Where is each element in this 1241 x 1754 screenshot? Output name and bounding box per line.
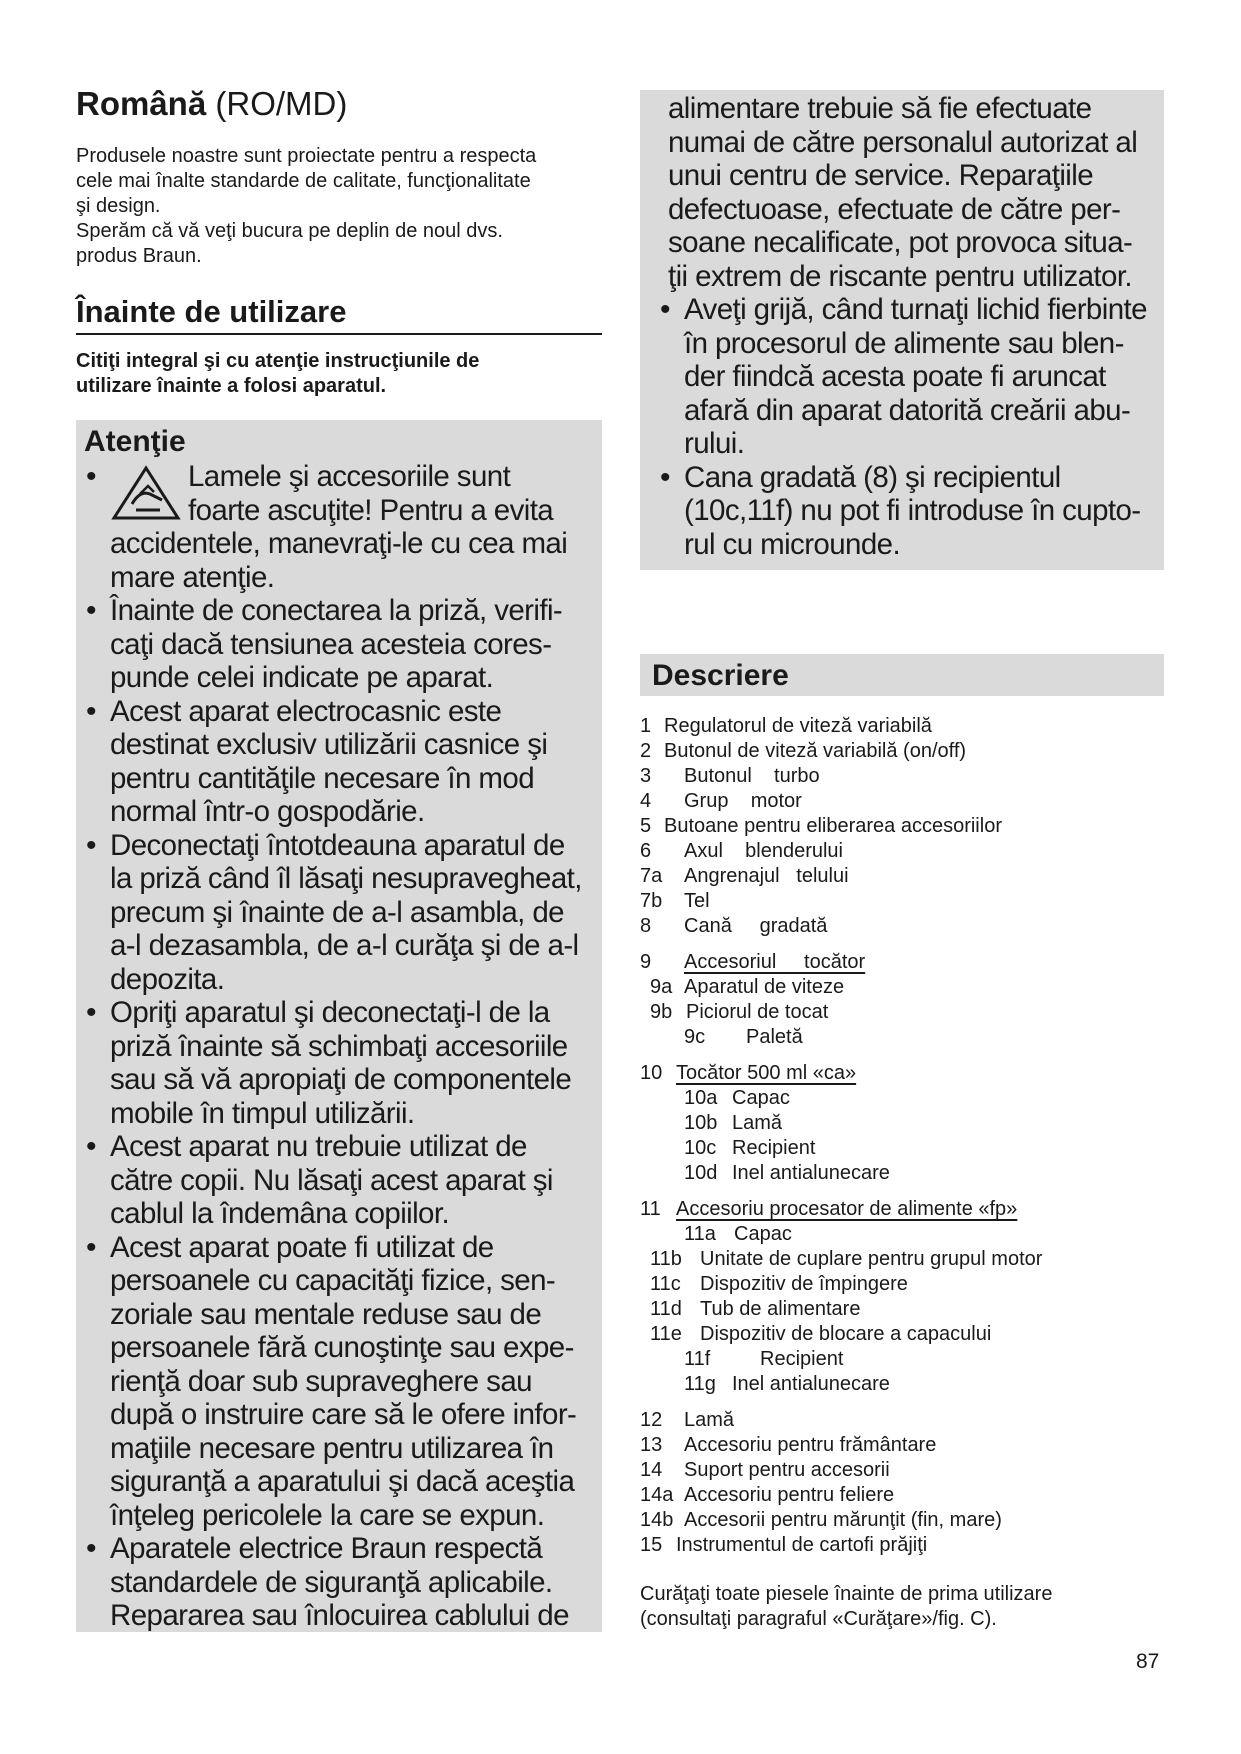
closing-line: (consultaţi paragraful «Curăţare»/fig. C). <box>640 1608 997 1630</box>
part-label: Butonul turbo <box>684 765 820 787</box>
language-title <box>76 84 602 124</box>
item-line: la priză când îl lăsaţi nesupravegheat, <box>110 862 582 895</box>
part-number: 9a <box>650 976 673 998</box>
item-line: • Deconectaţi întotdeauna aparatul de <box>110 828 565 862</box>
part-label: Tub de alimentare <box>700 1298 861 1320</box>
item-line: mobile în timpul utilizării. <box>110 1096 415 1130</box>
intro-line: Produsele noastre sunt proiectate pentru a respecta <box>76 145 537 167</box>
warning-item <box>84 695 596 829</box>
paragraph-line: ţii extrem de riscante pentru utilizator. <box>668 259 1133 293</box>
blade-warning-icon <box>110 464 182 522</box>
page-number: 87 <box>1136 1650 1160 1673</box>
item-line: • Acest aparat electrocasnic este <box>110 694 502 728</box>
part-label: Butonul de viteză variabilă (on/off) <box>664 740 967 762</box>
parts-list-item <box>640 839 1160 864</box>
item-line: siguranţă a aparatului şi dacă aceştia <box>110 1465 575 1498</box>
parts-list-item <box>640 1533 1160 1558</box>
parts-list-item <box>640 975 1160 1000</box>
warning-box <box>76 420 602 1632</box>
parts-list-item <box>640 1347 1160 1372</box>
part-label: Capac <box>734 1223 792 1245</box>
parts-list-item <box>640 1061 1160 1086</box>
part-number: 14 <box>640 1459 663 1481</box>
intro-line: Sperăm că vă veţi bucura pe deplin de noul dvs. <box>76 220 503 242</box>
item-line: • Înainte de conectarea la priză, verifi- <box>110 594 563 627</box>
closing-line: Curăţaţi toate piesele înainte de prima utilizare <box>640 1583 1053 1605</box>
parts-list-item <box>640 764 1160 789</box>
paragraph-line: alimentare trebuie să fie efectuate <box>668 92 1092 125</box>
item-line: în procesorul de alimente sau blen- <box>684 326 1124 360</box>
part-number: 11c <box>650 1273 681 1295</box>
parts-list-item <box>640 1222 1160 1247</box>
part-label: Instrumentul de cartofi prăjiţi <box>676 1534 928 1556</box>
item-line: precum şi înainte de a-l asambla, de <box>110 895 564 929</box>
part-label: Unitate de cuplare pentru grupul motor <box>700 1248 1043 1270</box>
part-label: Cană gradată <box>684 915 828 937</box>
part-label: Accesoriu procesator de alimente «fp» <box>676 1198 1018 1220</box>
read-instructions-note <box>76 349 602 399</box>
item-line: • Lamele şi accesoriile sunt <box>188 460 511 493</box>
part-label: Paletă <box>746 1026 803 1048</box>
intro-line: cele mai înalte standarde de calitate, funcţionalitate <box>76 170 531 192</box>
item-line: a-l dezasambla, de a-l curăţa şi de a-l <box>110 929 579 962</box>
item-line: normal într-o gospodărie. <box>110 795 425 828</box>
item-line: rul cu microunde. <box>684 527 901 561</box>
item-line: (10c,11f) nu pot fi introduse în cupto- <box>684 494 1141 527</box>
item-line: sau să vă apropiaţi de componentele <box>110 1063 572 1096</box>
parts-list-item <box>640 1272 1160 1297</box>
part-label: Axul blenderului <box>684 840 843 862</box>
description-heading: Descriere <box>640 654 1164 696</box>
part-number: 10 <box>640 1062 663 1084</box>
part-label: Dispozitiv de împingere <box>700 1273 908 1295</box>
parts-list-item <box>640 789 1160 814</box>
parts-list-item <box>640 889 1160 914</box>
item-line: • Acest aparat poate fi utilizat de <box>110 1230 494 1264</box>
part-label: Lamă <box>732 1112 783 1134</box>
part-label: Lamă <box>684 1409 735 1431</box>
parts-list-item <box>640 1322 1160 1347</box>
warning-item <box>84 996 596 1130</box>
part-number: 7a <box>640 865 663 887</box>
part-number: 10b <box>684 1112 718 1134</box>
part-number: 11d <box>650 1298 682 1320</box>
left-column <box>76 84 602 399</box>
part-number: 8 <box>640 915 652 937</box>
item-line: afară din aparat datorită creării abu- <box>684 393 1131 427</box>
part-number: 4 <box>640 790 652 812</box>
warning-item <box>658 293 1156 461</box>
part-label: Dispozitiv de blocare a capacului <box>700 1323 992 1345</box>
item-line: persoanele fără cunoştinţe sau expe- <box>110 1331 574 1364</box>
part-label: Inel antialunecare <box>732 1162 890 1184</box>
part-label: Accesorii pentru mărunţit (fin, mare) <box>684 1509 1002 1531</box>
item-line: rului. <box>684 427 745 460</box>
item-line: foarte ascuţite! Pentru a evita <box>188 493 554 527</box>
part-label: Piciorul de tocat <box>686 1001 829 1023</box>
part-number: 10a <box>684 1087 718 1109</box>
part-number: 10c <box>684 1137 717 1159</box>
item-line: înţeleg pericolele la care se expun. <box>110 1498 545 1532</box>
part-number: 11a <box>684 1223 716 1245</box>
part-number: 1 <box>640 715 652 737</box>
parts-list <box>640 714 1160 1558</box>
warning-item <box>658 461 1156 562</box>
part-number: 10d <box>684 1162 718 1184</box>
part-number: 11e <box>650 1323 682 1345</box>
parts-list-item <box>640 864 1160 889</box>
part-number: 13 <box>640 1434 663 1456</box>
part-label: Angrenajul telului <box>684 865 849 887</box>
note-line: Citiţi integral şi cu atenţie instrucţiunile de <box>76 350 480 372</box>
part-label: Recipient <box>732 1137 816 1159</box>
before-use-heading: Înainte de utilizare <box>76 293 602 335</box>
parts-list-item <box>640 814 1160 839</box>
item-line: către copii. Nu lăsaţi acest aparat şi <box>110 1163 553 1197</box>
part-number: 12 <box>640 1409 663 1431</box>
item-line: • Aveţi grijă, când turnaţi lichid fierbinte <box>684 293 1147 326</box>
language-code: (RO/MD) <box>206 85 348 122</box>
parts-list-item <box>640 739 1160 764</box>
warning-item <box>84 1532 596 1633</box>
part-number: 11f <box>684 1348 711 1370</box>
part-number: 11b <box>650 1248 682 1270</box>
parts-list-item <box>640 950 1160 975</box>
warning-item <box>84 594 596 695</box>
part-label: Regulatorul de viteză variabilă <box>664 715 932 737</box>
part-number: 7b <box>640 890 663 912</box>
warning-item <box>84 829 596 997</box>
part-number: 15 <box>640 1534 663 1556</box>
warning-item <box>84 1130 596 1231</box>
parts-list-item <box>640 1161 1160 1186</box>
intro-line: produs Braun. <box>76 245 202 267</box>
warning-item <box>84 1231 596 1533</box>
item-line: pentru cantităţile necesare în mod <box>110 761 535 795</box>
item-line: Repararea sau înlocuirea cablului de <box>110 1599 569 1632</box>
part-label: Accesoriu pentru feliere <box>684 1484 895 1506</box>
item-line: zoriale sau mentale reduse sau de <box>110 1297 542 1331</box>
item-line: caţi dacă tensiunea acesteia cores- <box>110 627 552 661</box>
part-label: Recipient <box>760 1348 844 1370</box>
part-label: Butoane pentru eliberarea accesoriilor <box>664 815 1002 837</box>
part-number: 9c <box>684 1026 706 1048</box>
parts-list-item <box>640 1508 1160 1533</box>
part-number: 3 <box>640 765 652 787</box>
continuation-paragraph <box>658 92 1156 293</box>
parts-list-item <box>640 1372 1160 1397</box>
parts-list-item <box>640 1408 1160 1433</box>
paragraph-line: numai de către personalul autorizat al <box>668 125 1138 159</box>
parts-list-item <box>640 1458 1160 1483</box>
part-label: Suport pentru accesorii <box>684 1459 890 1481</box>
part-label: Capac <box>732 1087 790 1109</box>
warning-item <box>84 460 596 594</box>
item-line: accidentele, manevraţi-le cu cea mai <box>110 527 568 560</box>
part-label: Tel <box>684 890 710 912</box>
parts-list-item <box>640 914 1160 939</box>
part-number: 14b <box>640 1509 674 1531</box>
item-line: depozita. <box>110 962 225 996</box>
parts-list-item <box>640 1483 1160 1508</box>
parts-list-item <box>640 1433 1160 1458</box>
paragraph-line: soane necalificate, pot provoca situa- <box>668 226 1133 259</box>
item-line: • Aparatele electrice Braun respectă <box>110 1532 543 1565</box>
parts-list-item <box>640 714 1160 739</box>
part-number: 9 <box>640 951 652 973</box>
parts-list-item <box>640 1136 1160 1161</box>
part-number: 6 <box>640 840 652 862</box>
part-label: Inel antialunecare <box>732 1373 890 1395</box>
intro-text <box>76 144 602 269</box>
parts-list-item <box>640 1000 1160 1025</box>
part-number: 2 <box>640 740 652 762</box>
parts-list-item <box>640 1111 1160 1136</box>
part-label: Accesoriul tocător <box>684 951 866 973</box>
item-line: punde celei indicate pe aparat. <box>110 661 494 694</box>
item-line: • Opriţi aparatul şi deconectaţi-l de la <box>110 996 550 1029</box>
warning-list <box>84 460 596 1633</box>
item-line: • Acest aparat nu trebuie utilizat de <box>110 1130 527 1163</box>
item-line: priză înainte să schimbaţi accesoriile <box>110 1029 568 1063</box>
note-line: utilizare înainte a folosi aparatul. <box>76 375 387 397</box>
part-number: 5 <box>640 815 652 837</box>
paragraph-line: defectuoase, efectuate de către per- <box>668 192 1121 226</box>
item-line: rienţă doar sub supraveghere sau <box>110 1364 532 1398</box>
item-line: destinat exclusiv utilizării casnice şi <box>110 728 548 761</box>
language-name: Română <box>76 85 207 122</box>
parts-list-item <box>640 1025 1160 1050</box>
parts-list-item <box>640 1086 1160 1111</box>
item-line: maţiile necesare pentru utilizarea în <box>110 1431 554 1465</box>
part-number: 11 <box>640 1198 661 1220</box>
part-number: 14a <box>640 1484 674 1506</box>
item-line: der fiindcă acesta poate fi aruncat <box>684 360 1106 393</box>
parts-list-item <box>640 1247 1160 1272</box>
part-label: Tocător 500 ml «ca» <box>676 1062 857 1084</box>
part-number: 9b <box>650 1001 673 1023</box>
part-label: Accesoriu pentru frământare <box>684 1434 937 1456</box>
part-label: Aparatul de viteze <box>684 976 845 998</box>
item-line: standardele de siguranţă aplicabile. <box>110 1565 553 1599</box>
part-number: 11g <box>684 1373 716 1395</box>
intro-line: şi design. <box>76 195 161 217</box>
item-line: persoanele cu capacităţi fizice, sen- <box>110 1264 556 1297</box>
part-label: Grup motor <box>684 790 802 812</box>
item-line: • Cana gradată (8) şi recipientul <box>684 460 1061 494</box>
parts-list-item <box>640 1297 1160 1322</box>
closing-note <box>640 1582 1160 1632</box>
item-line: mare atenţie. <box>110 560 275 594</box>
paragraph-line: unui centru de service. Reparaţiile <box>668 159 1094 192</box>
continuation-list <box>658 293 1156 561</box>
item-line: cablul la îndemâna copiilor. <box>110 1197 450 1230</box>
warning-continuation-box <box>640 90 1164 570</box>
warning-title: Atenţie <box>84 425 186 458</box>
item-line: după o instruire care să le ofere infor- <box>110 1398 577 1431</box>
parts-list-item <box>640 1197 1160 1222</box>
